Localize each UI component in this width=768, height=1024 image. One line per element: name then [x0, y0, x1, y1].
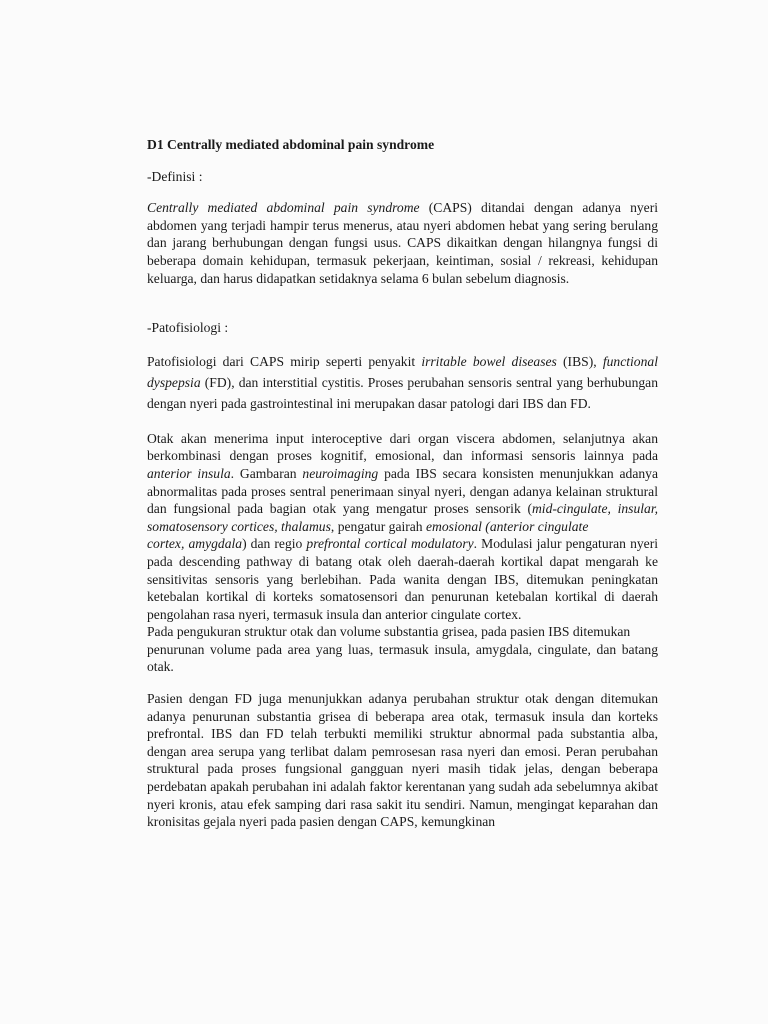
italic-term: irritable bowel diseases — [421, 353, 557, 369]
patofisiologi-paragraph-2 — [147, 430, 658, 624]
text-run: , pengatur gairah — [330, 518, 427, 534]
patofisiologi-paragraph-3b: penurunan volume pada area yang luas, termasuk insula, amygdala, cingulate, dan batang otak. — [147, 641, 658, 675]
text-run: Patofisiologi dari CAPS mirip seperti penyakit — [147, 353, 422, 369]
section-heading-patofisiologi: -Patofisiologi : — [147, 320, 229, 336]
document-body — [147, 136, 658, 831]
italic-term: Centrally mediated abdominal pain syndrome — [147, 200, 420, 216]
text-run: (FD), dan interstitial cystitis. Proses perubahan sensoris sentral yang berhubungan dengan nyeri pada gastrointestinal ini merupakan dasar patologi dari IBS dan FD. — [147, 374, 658, 411]
italic-term: neuroimaging — [302, 465, 379, 481]
document-title: D1 Centrally mediated abdominal pain syndrome — [147, 137, 435, 152]
section-heading-definisi: -Definisi : — [147, 168, 203, 184]
patofisiologi-paragraph-4: Pasien dengan FD juga menunjukkan adanya perubahan struktur otak dengan ditemukan adanya penurunan substantia grisea di beberapa area otak, termasuk insula dan korteks prefrontal. IBS dan FD telah terbukti memiliki struktur abnormal pada substantia alba, dengan area serupa yang terlibat dalam pemrosesan rasa nyeri dan emosi. Peran perubahan struktural pada proses fungsional gangguan nyeri masih tidak jelas, dengan beberapa perdebatan apakah perubahan ini adalah faktor kerentanan yang sudah ada sebelumnya akibat nyeri kronis, atau efek samping dari rasa sakit itu sendiri. Namun, mengingat keparahan dan kronisitas gejala nyeri pada pasien dengan CAPS, kemungkinan — [147, 691, 658, 830]
text-run: . Modulasi jalur pengaturan nyeri pada descending pathway di batang otak oleh daerah-daerah kortikal dapat mengarah ke sensitivitas sensoris yang berlebihan. Pada wanita dengan IBS, ditemukan peningkatan ketebalan kortikal di korteks somatosensori dan penurunan ketebalan kortikal di daerah pengolahan rasa nyeri, termasuk insula dan anterior cingulate cortex. — [147, 536, 658, 622]
text-run: ) dan regio — [242, 536, 307, 552]
text-run: Otak akan menerima input interoceptive dari organ viscera abdomen, selanjutnya akan berkombinasi dengan proses kognitif, emosional, dan informasi sensoris lainnya pada — [147, 430, 658, 464]
italic-term: anterior insula — [147, 465, 231, 481]
italic-term: prefrontal cortical modulatory — [306, 536, 474, 552]
italic-term: cortex, amygdala — [147, 536, 243, 552]
italic-term: emosional (anterior cingulate — [426, 518, 589, 534]
text-run: (IBS), — [556, 353, 603, 369]
italic-term: mid-cingulate, insular, somatosensory cortices, thalamus — [147, 501, 659, 534]
text-run: pada IBS secara konsisten menunjukkan adanya abnormalitas pada proses sentral penerimaan sinyal nyeri, dengan adanya kelainan struktural dan fungsional pada bagian otak yang mengatur proses sensorik ( — [147, 465, 659, 517]
text-run: (CAPS) ditandai dengan adanya nyeri abdomen yang terjadi hampir terus menerus, atau nyeri abdomen hebat yang sering berulang dan jarang berhubungan dengan fungsi usus. CAPS dikaitkan dengan hilangnya fungsi di beberapa domain kehidupan, termasuk pekerjaan, keintiman, sosial / rekreasi, kehidupan keluarga, dan harus didapatkan setidaknya selama 6 bulan sebelum diagnosis. — [147, 200, 658, 286]
definisi-paragraph — [147, 199, 658, 287]
text-run: . Gambaran — [230, 465, 303, 481]
patofisiologi-paragraph-3a: Pada pengukuran struktur otak dan volume substantia grisea, pada pasien IBS ditemukan — [147, 624, 631, 640]
italic-term: functional dyspepsia — [147, 353, 658, 390]
patofisiologi-paragraph-1 — [147, 351, 658, 414]
